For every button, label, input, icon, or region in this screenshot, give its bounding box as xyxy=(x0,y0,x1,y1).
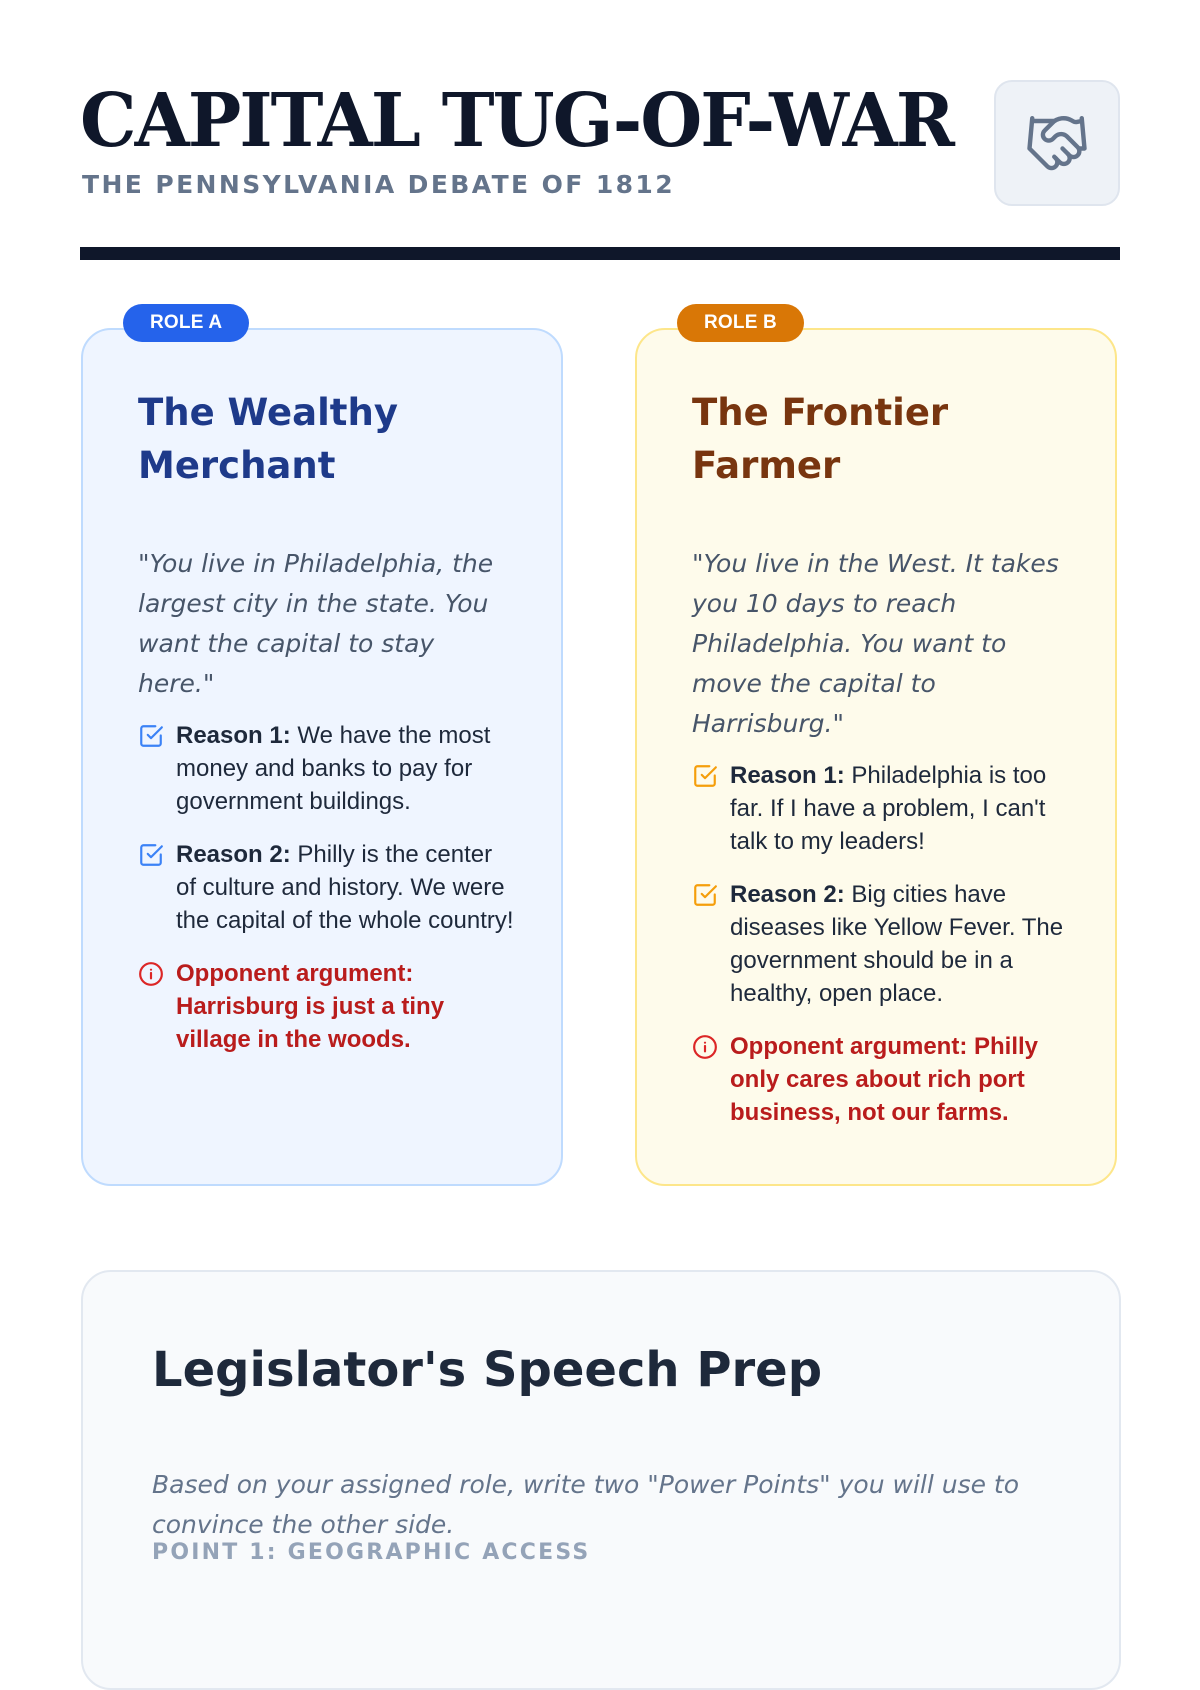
checkbox-icon xyxy=(692,882,718,908)
role-a-title-line1: The Wealthy xyxy=(138,391,398,434)
checkbox-icon xyxy=(138,842,164,868)
reason-text: Philly is the center of culture and history. We were the capital of the whole country! xyxy=(176,841,514,934)
role-a-badge: ROLE A xyxy=(123,304,249,342)
page-title: CAPITAL TUG-OF-WAR xyxy=(80,78,953,164)
role-b-opponent xyxy=(692,1030,1072,1129)
role-a-reason-2 xyxy=(138,838,518,937)
reason-text: Big cities have diseases like Yellow Fever. The government should be in a healthy, open place. xyxy=(730,881,1064,1007)
logo-badge xyxy=(994,80,1120,206)
speech-prep-title: Legislator's Speech Prep xyxy=(152,1342,823,1398)
role-a-reasons xyxy=(138,719,518,1076)
role-b-quote: "You live in the West. It takes you 10 days to reach Philadelphia. You want to move the capital to Harrisburg." xyxy=(692,549,1059,738)
reason-label: Reason 2: xyxy=(176,841,291,868)
role-b-title xyxy=(692,386,1072,492)
role-b-title-line1: The Frontier xyxy=(692,391,949,434)
role-a-opponent xyxy=(138,957,518,1056)
role-a-title xyxy=(138,386,518,492)
speech-prep-description: Based on your assigned role, write two "Power Points" you will use to convince the other side. xyxy=(152,1470,1020,1539)
checkbox-icon xyxy=(138,723,164,749)
reason-text: Philadelphia is too far. If I have a problem, I can't talk to my leaders! xyxy=(730,762,1047,855)
reason-label: Reason 1: xyxy=(730,762,845,789)
role-b-title-line2: Farmer xyxy=(692,444,841,487)
role-b-badge: ROLE B xyxy=(677,304,804,342)
header-divider xyxy=(80,247,1120,260)
alert-circle-icon xyxy=(692,1034,718,1060)
role-a-reason-1 xyxy=(138,719,518,818)
role-a-card xyxy=(81,312,563,1186)
checkbox-icon xyxy=(692,763,718,789)
reason-text: We have the most money and banks to pay for government buildings. xyxy=(176,722,491,815)
alert-circle-icon xyxy=(138,961,164,987)
page-subtitle: THE PENNSYLVANIA DEBATE OF 1812 xyxy=(82,170,676,199)
opponent-text: Opponent argument: Philly only cares about rich port business, not our farms. xyxy=(730,1033,1039,1126)
role-b-card xyxy=(635,312,1117,1186)
handshake-icon xyxy=(1024,110,1090,176)
reason-label: Reason 2: xyxy=(730,881,845,908)
role-a-title-line2: Merchant xyxy=(138,444,336,487)
role-b-reasons xyxy=(692,759,1072,1149)
reason-label: Reason 1: xyxy=(176,722,291,749)
role-a-quote: "You live in Philadelphia, the largest city in the state. You want the capital to stay here." xyxy=(138,549,494,698)
opponent-text: Opponent argument: Harrisburg is just a tiny village in the woods. xyxy=(176,960,445,1053)
speech-prep-section xyxy=(81,1270,1121,1690)
page-header xyxy=(80,78,1120,208)
role-b-reason-1 xyxy=(692,759,1072,858)
role-b-reason-2 xyxy=(692,878,1072,1010)
point-1-label: POINT 1: GEOGRAPHIC ACCESS xyxy=(152,1540,591,1565)
